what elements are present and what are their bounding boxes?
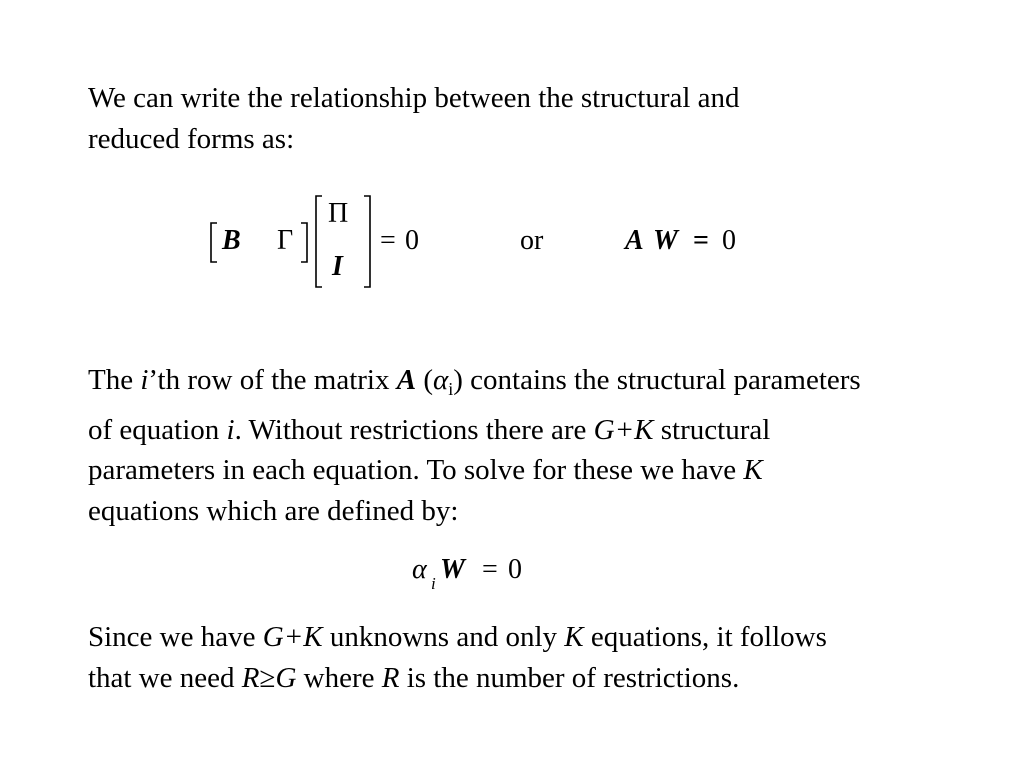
text-segment: structural xyxy=(653,413,771,446)
text-segment: Since we have xyxy=(88,621,263,653)
geq-symbol: ≥ xyxy=(259,661,276,694)
matrix-b: B xyxy=(222,225,241,256)
k-variable: K xyxy=(564,621,584,653)
matrix-w: W xyxy=(653,225,678,256)
alpha-i-symbol: α xyxy=(412,554,427,585)
text-segment: ’th row of the matrix xyxy=(148,364,397,396)
g-plus-k: G+K xyxy=(262,621,323,653)
alpha-subscript: i xyxy=(448,379,454,399)
paragraph-conclusion-line-2 xyxy=(88,658,827,699)
or-text: or xyxy=(520,225,544,256)
paragraph-explanation-line-1 xyxy=(88,360,861,410)
text-segment: parameters in each equation. To solve for these we have xyxy=(88,454,744,486)
r-variable: R xyxy=(381,661,400,694)
text-segment: ( xyxy=(416,364,433,396)
paragraph-explanation-line-2 xyxy=(88,410,861,451)
g-plus-k: G+K xyxy=(593,413,654,446)
k-variable: K xyxy=(743,454,763,486)
matrix-pi: Π xyxy=(328,198,349,229)
alpha-i-subscript: i xyxy=(431,574,436,593)
italic-i: i xyxy=(226,413,235,446)
matrix-gamma: Γ xyxy=(277,225,294,256)
zero-2: 0 xyxy=(722,225,736,256)
r-variable: R xyxy=(241,661,260,694)
identity-i: I xyxy=(332,251,343,282)
text-segment: . Without restrictions there are xyxy=(234,413,594,446)
italic-i: i xyxy=(140,364,149,396)
matrix-a: A xyxy=(625,225,644,256)
equals-sign-1: = xyxy=(380,225,396,256)
text-segment: of equation xyxy=(88,413,227,446)
zero-1: 0 xyxy=(405,225,419,256)
g-variable: G xyxy=(275,661,297,694)
text-segment: ) contains the structural parameters xyxy=(453,364,861,396)
text-segment: The xyxy=(88,364,141,396)
text-segment: that we need xyxy=(88,661,242,694)
text-segment: is the number of restrictions. xyxy=(399,661,740,694)
matrix-a-inline: A xyxy=(396,364,417,396)
zero-3: 0 xyxy=(508,554,522,585)
row-vector-brackets xyxy=(0,0,1024,320)
matrix-w-eq2: W xyxy=(440,554,465,585)
paragraph-conclusion-line-1 xyxy=(88,617,827,658)
text-segment: equations, it follows xyxy=(583,621,827,653)
equals-sign-2: = xyxy=(693,225,709,256)
text-segment: unknowns and only xyxy=(322,621,565,653)
paragraph-explanation-line-3 xyxy=(88,450,861,491)
paragraph-explanation xyxy=(88,360,861,531)
paragraph-intro-line-2: reduced forms as: xyxy=(88,122,295,155)
equals-sign-3: = xyxy=(482,554,498,585)
text-segment: where xyxy=(296,661,382,694)
paragraph-intro-line-1: We can write the relationship between the structural and xyxy=(88,82,740,114)
paragraph-explanation-line-4: equations which are defined by: xyxy=(88,494,459,527)
alpha-symbol: α xyxy=(433,364,449,396)
paragraph-conclusion xyxy=(88,617,827,698)
